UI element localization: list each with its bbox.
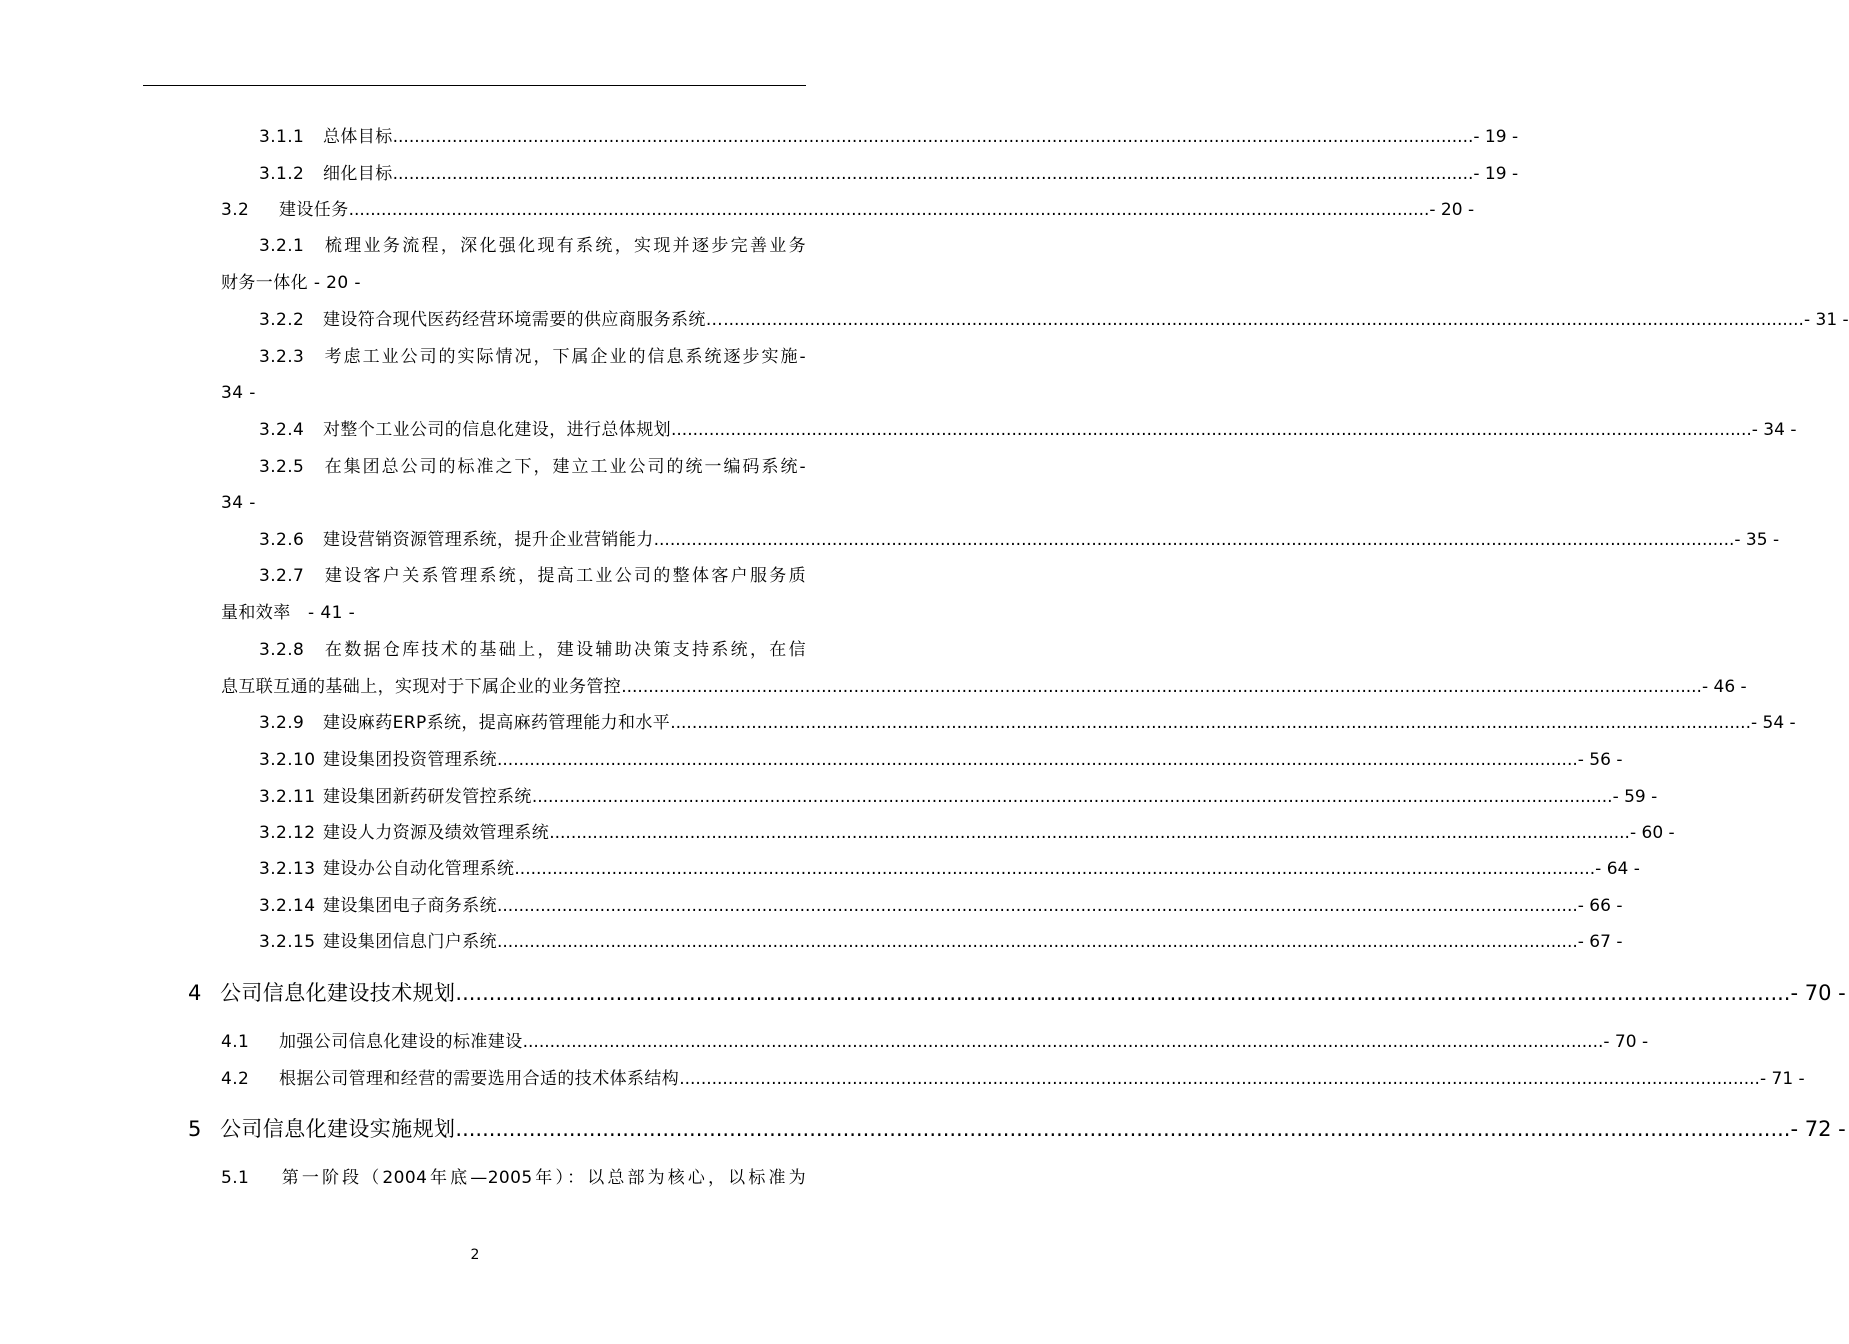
dot-leader	[679, 1067, 1760, 1091]
toc-entry-line2[interactable]	[221, 381, 256, 405]
toc-entry-number: 3.2.5	[259, 457, 305, 477]
toc-entry-number: 4.1	[221, 1032, 250, 1052]
dot-leader	[671, 418, 1752, 442]
toc-entry-number: 3.2.7	[259, 566, 305, 586]
toc-entry-page: - 72 -	[1790, 1117, 1846, 1141]
dot-leader	[497, 930, 1578, 954]
dot-leader	[654, 528, 1735, 552]
toc-entry-page: - 59 -	[1612, 787, 1658, 807]
toc-entry[interactable]	[221, 198, 1475, 222]
toc-entry[interactable]	[259, 821, 1675, 845]
toc-entry-title: 建设集团新药研发管控系统	[323, 787, 532, 807]
toc-entry-number: 3.2.14	[259, 896, 316, 916]
toc-entry-title: 建设集团电子商务系统	[323, 896, 497, 916]
toc-entry-page: - 56 -	[1577, 750, 1623, 770]
toc-chapter-entry[interactable]	[188, 1114, 1846, 1144]
dot-leader	[549, 821, 1630, 845]
toc-entry-page: - 67 -	[1577, 932, 1623, 952]
toc-entry-page: - 60 -	[1629, 823, 1675, 843]
toc-entry-line2[interactable]	[221, 675, 1747, 699]
toc-entry-title: 考虑工业公司的实际情况，下属企业的信息系统逐步实施-	[323, 347, 806, 367]
dot-leader	[455, 978, 1790, 1008]
toc-entry-line1[interactable]	[259, 564, 806, 588]
toc-entry[interactable]	[259, 785, 1658, 809]
toc-entry-title-cont: 财务一体化	[221, 273, 308, 293]
toc-entry-title: 第一阶段（2004年底—2005年）：以总部为核心，以标准为	[279, 1168, 806, 1188]
dot-leader	[514, 857, 1595, 881]
toc-entry-number: 3.2.6	[259, 530, 305, 550]
toc-entry-number: 4.2	[221, 1069, 250, 1089]
toc-entry-number: 4	[188, 981, 202, 1005]
toc-entry-title: 建设办公自动化管理系统	[323, 859, 515, 879]
toc-entry[interactable]	[259, 711, 1796, 735]
toc-entry-line1[interactable]	[259, 234, 806, 258]
toc-entry-page: - 19 -	[1473, 164, 1519, 184]
dot-leader	[349, 198, 1430, 222]
toc-entry-title: 建设客户关系管理系统，提高工业公司的整体客户服务质	[323, 566, 806, 586]
toc-entry-title: 细化目标	[323, 164, 393, 184]
toc-entry-title: 建设营销资源管理系统，提升企业营销能力	[323, 530, 654, 550]
toc-entry-line1[interactable]	[259, 345, 806, 369]
toc-entry-number: 3.2.9	[259, 713, 305, 733]
toc-entry-number: 3.1.1	[259, 127, 305, 147]
toc-entry-page: - 35 -	[1734, 530, 1780, 550]
toc-entry-line1[interactable]	[221, 1166, 806, 1190]
toc-entry-page: - 70 -	[1790, 981, 1846, 1005]
dot-leader	[532, 785, 1613, 809]
toc-entry-page: - 19 -	[1473, 127, 1519, 147]
toc-entry-page: - 34 -	[1751, 420, 1797, 440]
dot-leader	[455, 1114, 1790, 1144]
toc-entry-title: 建设集团投资管理系统	[323, 750, 497, 770]
toc-entry-number: 3.2	[221, 200, 250, 220]
dot-leader	[523, 1030, 1604, 1054]
toc-entry-line2[interactable]	[221, 491, 256, 515]
toc-entry[interactable]	[259, 418, 1797, 442]
dot-leader	[670, 711, 1751, 735]
toc-entry-line2[interactable]	[221, 601, 355, 625]
toc-entry-number: 3.2.10	[259, 750, 316, 770]
toc-entry-title: 建设符合现代医药经营环境需要的供应商服务系统…	[323, 310, 724, 330]
toc-entry-number: 3.2.12	[259, 823, 316, 843]
toc-entry-title: 建设麻药ERP系统，提高麻药管理能力和水平	[323, 713, 671, 733]
toc-entry-title: 建设集团信息门户系统	[323, 932, 497, 952]
toc-entry[interactable]	[221, 1067, 1805, 1091]
toc-entry-page: 34 -	[221, 383, 256, 403]
toc-entry-title: 在集团总公司的标准之下，建立工业公司的统一编码系统-	[323, 457, 806, 477]
toc-entry-title: 总体目标	[323, 127, 393, 147]
toc-entry-line2[interactable]	[221, 271, 361, 295]
toc-entry-page: 34 -	[221, 493, 256, 513]
toc-entry[interactable]	[259, 894, 1623, 918]
toc-entry-number: 3.2.3	[259, 347, 305, 367]
dot-leader	[497, 748, 1578, 772]
dot-leader	[393, 162, 1474, 186]
toc-entry[interactable]	[259, 930, 1623, 954]
dot-leader	[497, 894, 1578, 918]
toc-entry-line1[interactable]	[259, 455, 806, 479]
toc-entry-title: 建设任务	[279, 200, 349, 220]
toc-entry-title: 在数据仓库技术的基础上，建设辅助决策支持系统，在信	[323, 640, 806, 660]
toc-entry-line1[interactable]	[259, 638, 806, 662]
toc-entry[interactable]	[259, 125, 1519, 149]
toc-chapter-entry[interactable]	[188, 978, 1846, 1008]
toc-entry-title: 公司信息化建设技术规划	[220, 981, 456, 1005]
dot-leader	[723, 308, 1804, 332]
toc-entry-number: 3.2.4	[259, 420, 305, 440]
toc-entry-number: 5.1	[221, 1168, 250, 1188]
toc-entry-number: 3.2.2	[259, 310, 305, 330]
toc-entry-page: - 20 -	[1429, 200, 1475, 220]
toc-entry-page: - 46 -	[1701, 677, 1747, 697]
toc-entry-title-cont: 量和效率	[221, 603, 291, 623]
toc-entry-number: 3.2.15	[259, 932, 316, 952]
toc-entry-number: 3.2.8	[259, 640, 305, 660]
toc-entry[interactable]	[259, 308, 1849, 332]
toc-entry-title-cont: 息互联互通的基础上，实现对于下属企业的业务管控	[221, 677, 622, 697]
toc-entry[interactable]	[259, 748, 1623, 772]
toc-entry-title: 梳理业务流程，深化强化现有系统，实现并逐步完善业务	[323, 236, 806, 256]
dot-leader	[393, 125, 1474, 149]
toc-entry-page: - 64 -	[1595, 859, 1640, 879]
toc-entry-number: 5	[188, 1117, 202, 1141]
toc-entry-title: 建设人力资源及绩效管理系统	[323, 823, 550, 843]
toc-entry[interactable]	[221, 1030, 1649, 1054]
toc-entry[interactable]	[259, 528, 1780, 552]
toc-entry-title: 加强公司信息化建设的标准建设	[279, 1032, 523, 1052]
toc-entry-number: 3.2.13	[259, 859, 316, 879]
page-number: 2	[470, 1247, 480, 1263]
toc-entry[interactable]	[259, 162, 1519, 186]
toc-entry-number: 3.2.1	[259, 236, 305, 256]
toc-entry[interactable]	[259, 857, 1640, 881]
toc-entry-title: 根据公司管理和经营的需要选用合适的技术体系结构	[279, 1069, 680, 1089]
toc-entry-page: - 66 -	[1577, 896, 1623, 916]
toc-entry-page: - 54 -	[1750, 713, 1796, 733]
toc-entry-page: - 31 -	[1803, 310, 1849, 330]
toc-entry-page: - 71 -	[1759, 1069, 1805, 1089]
toc-entry-page: - 41 -	[308, 603, 356, 623]
toc-entry-page: - 70 -	[1603, 1032, 1649, 1052]
toc-entry-title: 公司信息化建设实施规划	[220, 1117, 456, 1141]
dot-leader	[621, 675, 1702, 699]
toc-entry-title: 对整个工业公司的信息化建设，进行总体规划	[323, 420, 671, 440]
toc-entry-page: - 20 -	[313, 273, 361, 293]
toc-entry-number: 3.2.11	[259, 787, 316, 807]
toc-entry-number: 3.1.2	[259, 164, 305, 184]
